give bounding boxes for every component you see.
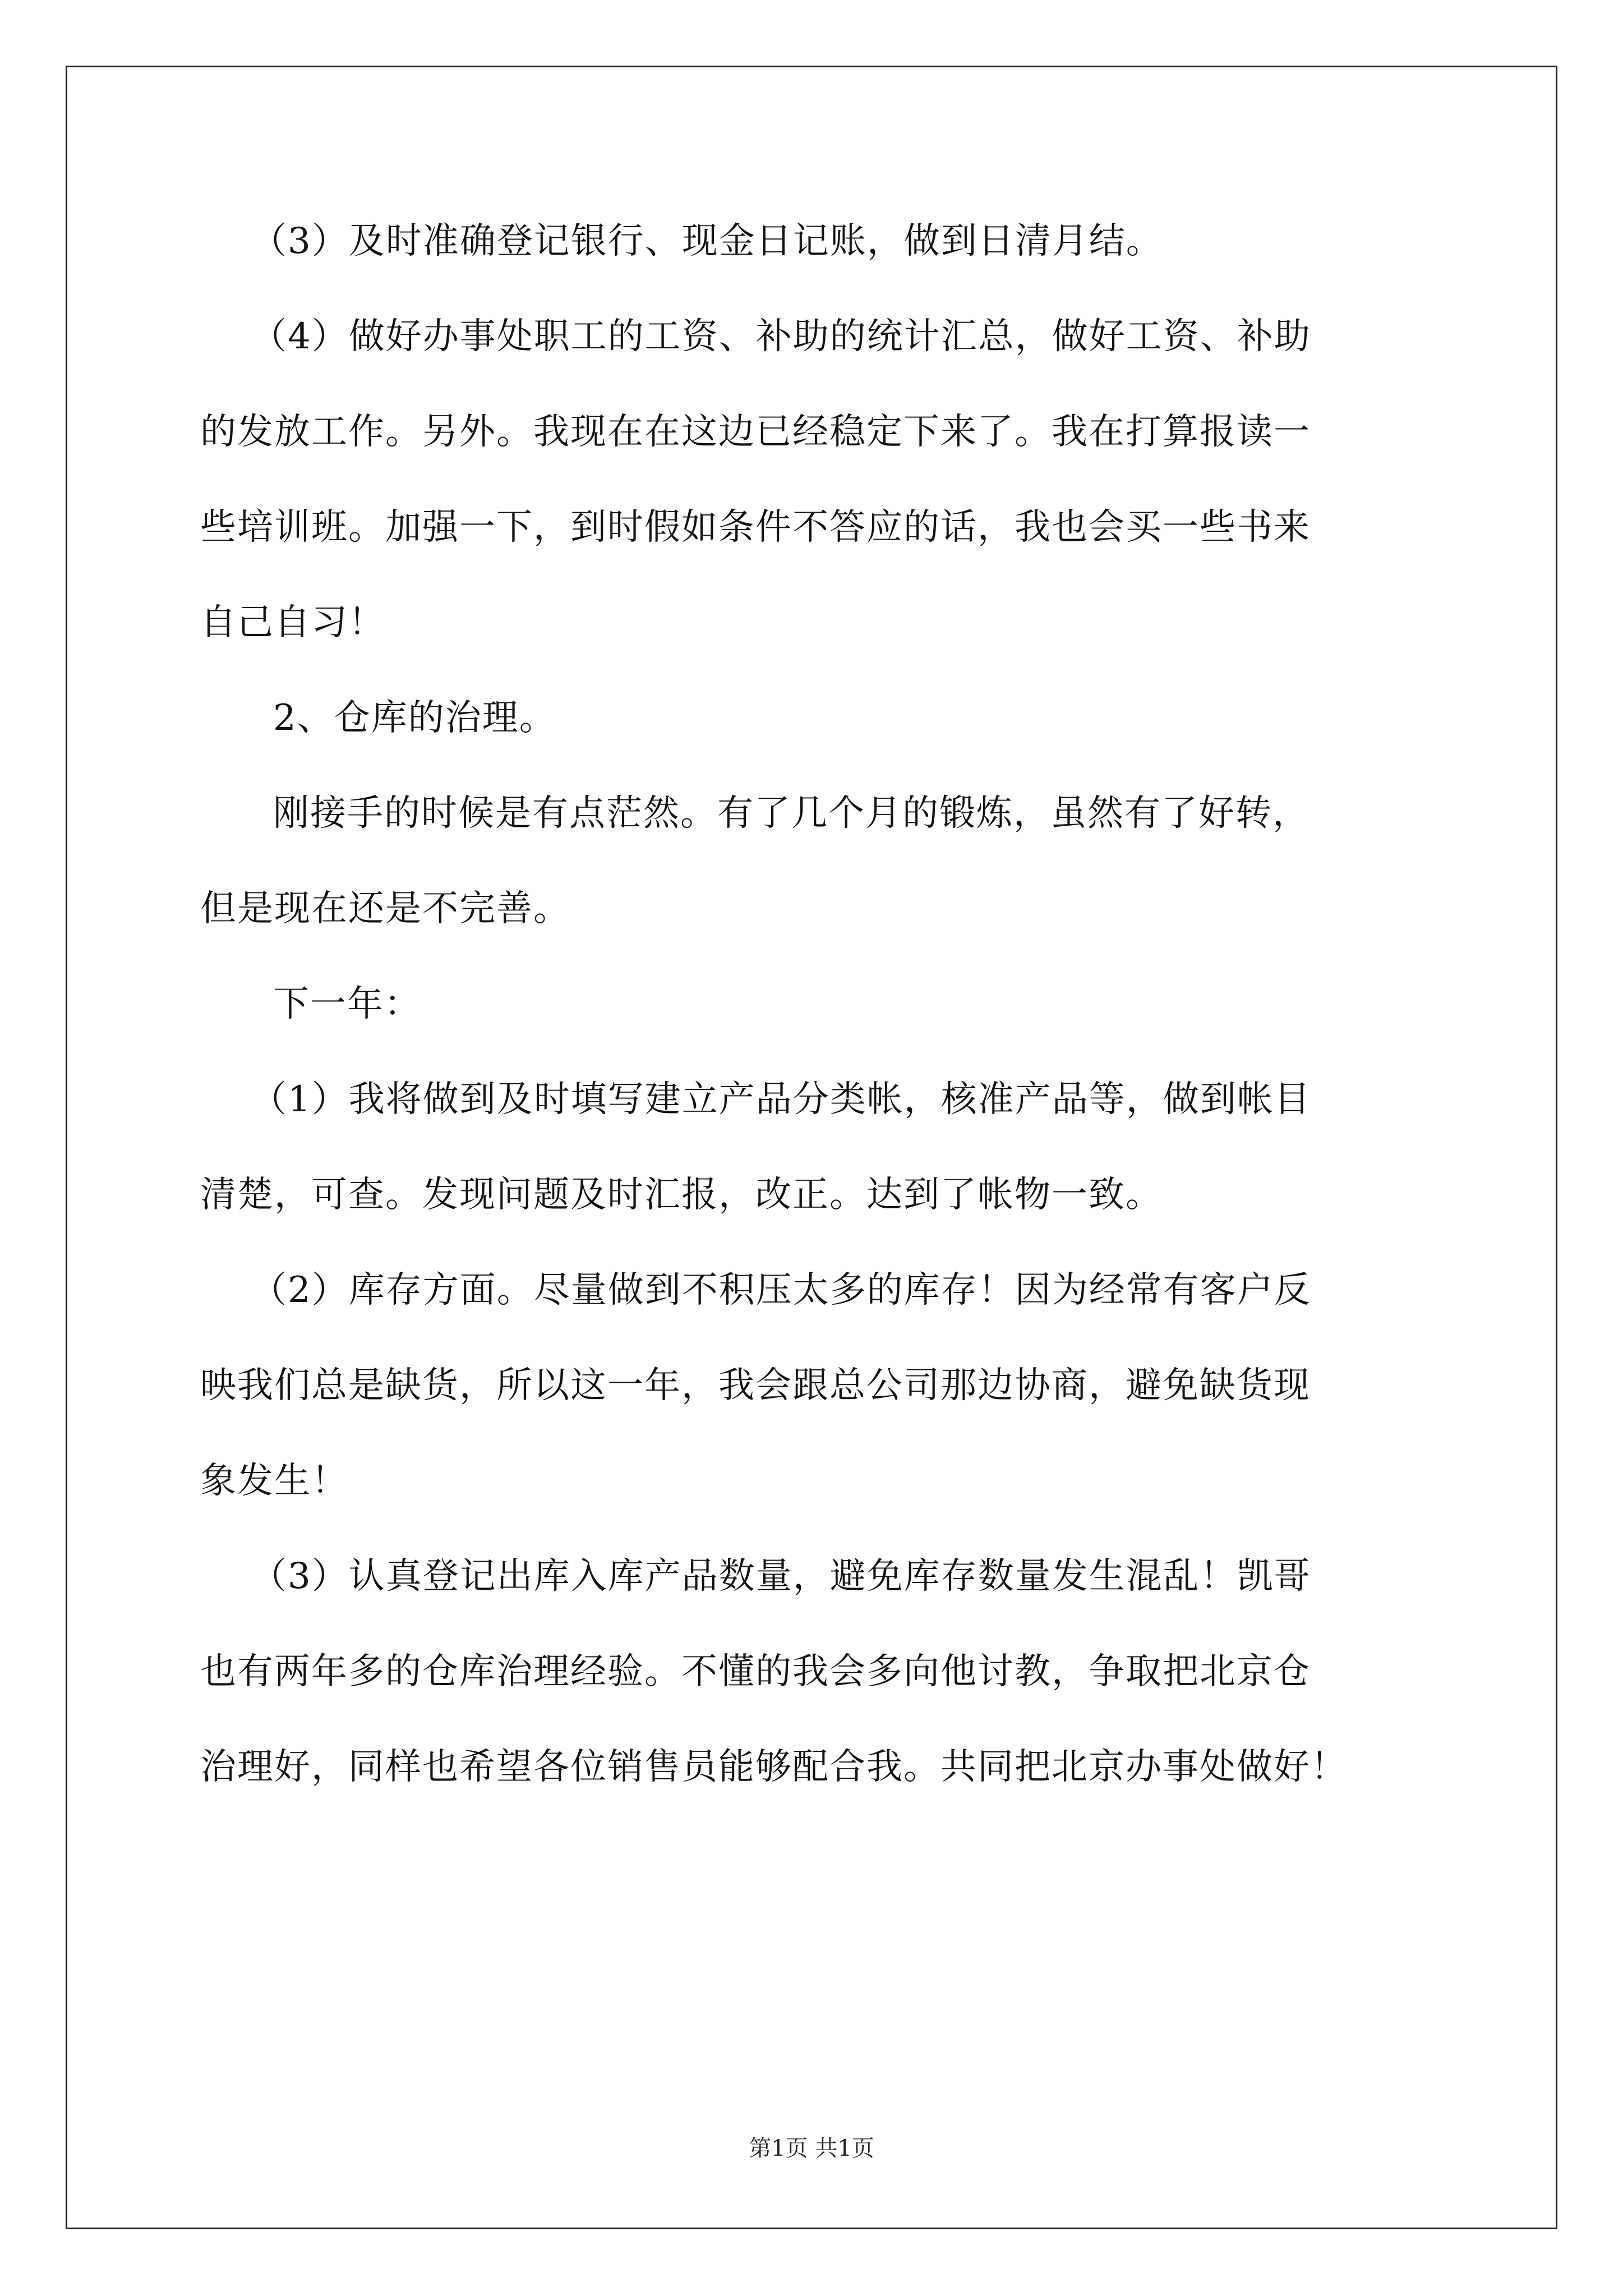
paragraph-line: 象发生！ xyxy=(200,1460,348,1502)
paragraph-line: 映我们总是缺货，所以这一年，我会跟总公司那边协商，避免缺货现 xyxy=(200,1365,1311,1406)
paragraph-line: 也有两年多的仓库治理经验。不懂的我会多向他讨教，争取把北京仓 xyxy=(200,1651,1311,1692)
page-border xyxy=(66,66,1557,2229)
paragraph-line: 下一年： xyxy=(273,983,421,1025)
paragraph-line: （4）做好办事处职工的工资、补助的统计汇总，做好工资、补助 xyxy=(251,316,1311,357)
paragraph-line: 刚接手的时候是有点茫然。有了几个月的锻炼，虽然有了好转， xyxy=(273,793,1310,834)
paragraph-line: 些培训班。加强一下，到时假如条件不答应的话，我也会买一些书来 xyxy=(200,507,1311,548)
paragraph-line: 但是现在还是不完善。 xyxy=(200,888,570,930)
paragraph-line: 的发放工作。另外。我现在在这边已经稳定下来了。我在打算报读一 xyxy=(200,411,1311,453)
paragraph-line: 自己自习！ xyxy=(200,602,385,643)
paragraph-line: （3）及时准确登记银行、现金日记账，做到日清月结。 xyxy=(251,220,1163,262)
paragraph-line: 治理好，同样也希望各位销售员能够配合我。共同把北京办事处做好！ xyxy=(200,1746,1348,1788)
page-number-footer: 第1页 共1页 xyxy=(749,2136,874,2161)
paragraph-line: 清楚，可查。发现问题及时汇报，改正。达到了帐物一致。 xyxy=(200,1174,1163,1216)
section-heading: 2、仓库的治理。 xyxy=(273,697,556,739)
paragraph-line: （1）我将做到及时填写建立产品分类帐，核准产品等，做到帐目 xyxy=(251,1079,1311,1120)
paragraph-line: （3）认真登记出库入库产品数量，避免库存数量发生混乱！凯哥 xyxy=(251,1556,1311,1597)
paragraph-line: （2）库存方面。尽量做到不积压太多的库存！因为经常有客户反 xyxy=(251,1269,1311,1311)
